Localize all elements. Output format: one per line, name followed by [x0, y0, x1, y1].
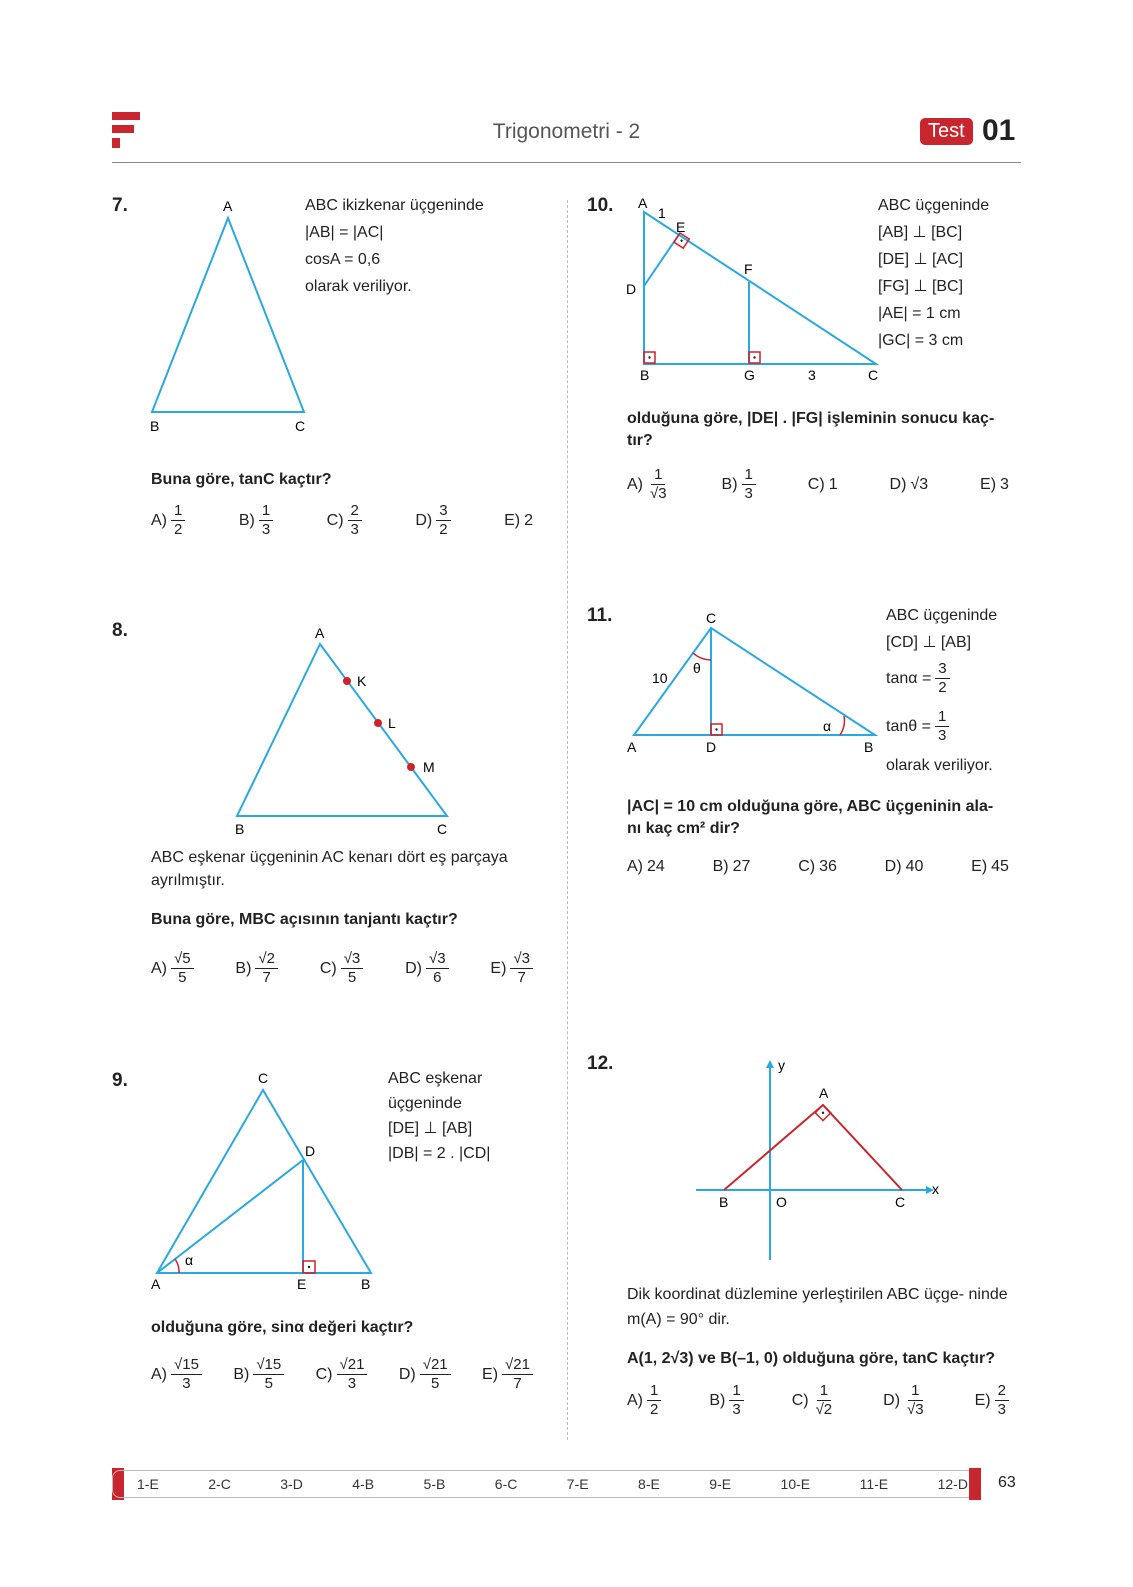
- q11-label-theta: θ: [693, 660, 701, 676]
- q10-option-b[interactable]: B) $\frac{1}{3}$: [722, 466, 756, 503]
- q12-text: Dik koordinat düzlemine yerleştirilen ABC üçge- ninde m(A) = 90° dir.: [627, 1286, 1008, 1328]
- q8-text: ABC eşkenar üçgeninin AC kenarı dört eş parçaya ayrılmıştır.: [151, 849, 508, 889]
- q8-label-m: M: [423, 759, 435, 775]
- q10-label-1: 1: [658, 205, 666, 221]
- q7-label-b: B: [150, 418, 160, 434]
- q9-option-e[interactable]: E) $\frac{√21}{7}$: [482, 1356, 533, 1393]
- q11-option-e[interactable]: E) 45: [971, 858, 1009, 875]
- q8-option-b[interactable]: B) $\frac{√2}{7}$: [235, 950, 278, 987]
- q7-option-a[interactable]: A) $\frac{1}{2}$: [151, 502, 185, 539]
- q8-label-k: K: [357, 673, 367, 689]
- q7-given: ABC ikizkenar üçgeninde |AB| = |AC| cosA = 0,6 olarak veriliyor.: [305, 197, 484, 295]
- test-badge: Test: [920, 118, 973, 145]
- q10-label-g: G: [744, 367, 755, 383]
- q11-label-10: 10: [652, 670, 668, 686]
- q11-label-a: A: [627, 739, 637, 755]
- q8-label-a: A: [315, 625, 325, 641]
- q11-option-c[interactable]: C) 36: [798, 858, 837, 875]
- q8-label-c: C: [437, 821, 448, 837]
- q11-option-a[interactable]: A) 24: [627, 858, 665, 875]
- q7-question: Buna göre, tanC kaçtır?: [151, 471, 332, 488]
- q11-tan-theta: tanθ = $\frac{1}{3}$: [886, 708, 949, 745]
- q10-label-b: B: [640, 367, 650, 383]
- answer-11: 11-E: [859, 1476, 889, 1492]
- q8-option-d[interactable]: D) $\frac{√3}{6}$: [405, 950, 448, 987]
- q12-coordinate-figure: [690, 1050, 950, 1265]
- q10-triangle-figure: [620, 190, 885, 390]
- q11-option-d[interactable]: D) 40: [884, 858, 924, 875]
- q12-option-e[interactable]: E) $\frac{2}{3}$: [975, 1382, 1009, 1419]
- q10-label-f: F: [744, 261, 753, 277]
- q11-given-end: olarak veriliyor.: [886, 757, 993, 774]
- q12-option-c[interactable]: C) $\frac{1}{√2}$: [791, 1382, 833, 1418]
- q9-options: [151, 1356, 533, 1393]
- question-11-number: 11.: [587, 605, 613, 626]
- answer-4: 4-B: [352, 1476, 375, 1492]
- q11-tan-alpha: tanα = $\frac{3}{2}$: [886, 660, 950, 697]
- q11-label-c: C: [706, 610, 717, 626]
- q8-label-b: B: [235, 821, 245, 837]
- q10-label-e: E: [676, 219, 686, 235]
- answer-2: 2-C: [208, 1476, 231, 1492]
- answer-1: 1-E: [137, 1476, 159, 1492]
- answer-12: 12-D: [937, 1476, 968, 1492]
- answer-10: 10-E: [780, 1476, 811, 1492]
- q12-options: [627, 1382, 1009, 1419]
- q9-label-e: E: [297, 1276, 307, 1292]
- q8-option-c[interactable]: C) $\frac{√3}{5}$: [320, 950, 363, 987]
- q7-options: [151, 502, 533, 539]
- q7-option-d[interactable]: D) $\frac{3}{2}$: [415, 502, 450, 539]
- q10-question: olduğuna göre, |DE| . |FG| işleminin sonucu kaç- tır?: [627, 410, 995, 449]
- q10-option-a[interactable]: A) $\frac{1}{√3}$: [627, 466, 667, 502]
- question-10-number: 10.: [587, 195, 614, 216]
- q10-label-3: 3: [808, 367, 816, 383]
- q8-option-e[interactable]: E) $\frac{√3}{7}$: [490, 950, 533, 987]
- answer-3: 3-D: [280, 1476, 303, 1492]
- answer-key: [112, 1470, 981, 1498]
- q12-label-y: y: [778, 1057, 785, 1073]
- column-divider: [567, 200, 568, 1440]
- q7-label-c: C: [295, 418, 306, 434]
- q10-option-e[interactable]: E) 3: [980, 475, 1009, 493]
- q10-option-c[interactable]: C) 1: [807, 475, 838, 493]
- q12-option-d[interactable]: D) $\frac{1}{√3}$: [883, 1382, 924, 1418]
- q8-question: Buna göre, MBC açısının tanjantı kaçtır?: [151, 911, 458, 928]
- q9-given: ABC eşkenar üçgeninde [DE] ⊥ [AB] |DB| = 2 . |CD|: [388, 1070, 491, 1162]
- test-number: 01: [982, 114, 1016, 147]
- footer-accent-right: [969, 1468, 981, 1500]
- q12-option-a[interactable]: A) $\frac{1}{2}$: [627, 1382, 661, 1419]
- q7-triangle-figure: [140, 190, 320, 440]
- q11-given-2: [CD] ⊥ [AB]: [886, 634, 972, 651]
- q12-label-o: O: [776, 1194, 787, 1210]
- q12-label-b: B: [719, 1194, 729, 1210]
- answer-7: 7-E: [566, 1476, 589, 1492]
- q10-label-c: C: [868, 367, 879, 383]
- q9-option-c[interactable]: C) $\frac{√21}{3}$: [316, 1356, 368, 1393]
- answer-8: 8-E: [638, 1476, 660, 1492]
- q12-question: A(1, 2√3) ve B(–1, 0) olduğuna göre, tanC kaçtır?: [627, 1350, 995, 1367]
- q10-label-a: A: [638, 195, 648, 211]
- q11-given-1: ABC üçgeninde: [886, 607, 998, 624]
- q7-option-b[interactable]: B) $\frac{1}{3}$: [239, 502, 273, 539]
- q7-option-c[interactable]: C) $\frac{2}{3}$: [327, 502, 362, 539]
- q12-option-b[interactable]: B) $\frac{1}{3}$: [709, 1382, 743, 1419]
- q9-triangle-figure: [145, 1065, 385, 1295]
- page-title: Trigonometri - 2: [492, 120, 641, 143]
- q8-label-l: L: [388, 715, 396, 731]
- q12-label-x: x: [932, 1181, 939, 1197]
- q9-option-a[interactable]: A) $\frac{√15}{3}$: [151, 1356, 202, 1393]
- question-8-number: 8.: [112, 620, 128, 641]
- q9-label-c: C: [258, 1070, 269, 1086]
- q10-options: [627, 466, 1009, 503]
- q9-label-b: B: [361, 1276, 371, 1292]
- q9-question: olduğuna göre, sinα değeri kaçtır?: [151, 1319, 414, 1336]
- q11-options: [627, 858, 1009, 876]
- q11-option-b[interactable]: B) 27: [712, 858, 751, 875]
- q8-option-a[interactable]: A) $\frac{√5}{5}$: [151, 950, 194, 987]
- q7-option-e[interactable]: E) 2: [504, 511, 533, 529]
- q9-label-a: A: [151, 1276, 161, 1292]
- q7-label-a: A: [223, 198, 233, 214]
- q10-given: ABC üçgeninde [AB] ⊥ [BC] [DE] ⊥ [AC] [FG] ⊥ [BC] |AE| = 1 cm |GC| = 3 cm: [878, 197, 990, 349]
- q9-label-d: D: [305, 1143, 316, 1159]
- q11-label-d: D: [706, 739, 717, 755]
- q11-label-alpha: α: [823, 718, 832, 734]
- answer-9: 9-E: [709, 1476, 732, 1492]
- question-9-number: 9.: [112, 1070, 128, 1091]
- question-7-number: 7.: [112, 195, 128, 216]
- q8-options: [151, 950, 533, 987]
- page-number: 63: [998, 1474, 1016, 1491]
- q11-triangle-figure: [620, 605, 885, 765]
- header-rule: [112, 162, 1021, 163]
- q11-label-b: B: [864, 739, 874, 755]
- q10-option-d[interactable]: D) √3: [889, 475, 929, 493]
- q8-triangle-figure: [225, 620, 465, 845]
- q12-label-a: A: [819, 1085, 829, 1101]
- q12-label-c: C: [895, 1194, 906, 1210]
- question-12-number: 12.: [587, 1053, 614, 1074]
- answer-6: 6-C: [494, 1476, 518, 1492]
- answer-5: 5-B: [423, 1476, 446, 1492]
- q9-option-d[interactable]: D) $\frac{√21}{5}$: [399, 1356, 451, 1393]
- q9-option-b[interactable]: B) $\frac{√15}{5}$: [233, 1356, 284, 1393]
- q9-label-alpha: α: [185, 1252, 194, 1268]
- q11-question: |AC| = 10 cm olduğuna göre, ABC üçgeninin ala- nı kaç cm² dir?: [627, 798, 994, 837]
- q10-label-d: D: [626, 281, 637, 297]
